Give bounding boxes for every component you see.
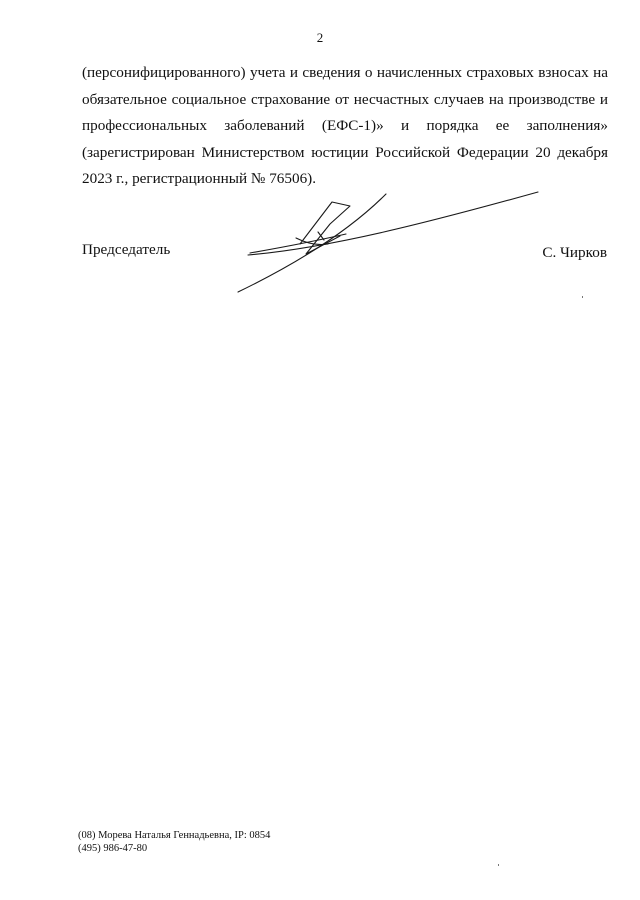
page-number: 2 <box>316 30 324 45</box>
executor-phone: (495) 986-47-80 <box>78 843 148 854</box>
signatory-name: С. Чирков <box>542 244 607 261</box>
body-line-2: обязательное социальное страхование от несчастных случаев на производстве и <box>82 90 608 108</box>
executor-info: (08) Морева Наталья Геннадьевна, IP: 0854 <box>78 830 271 841</box>
executor-footer <box>78 829 270 855</box>
body-line-1: (персонифицированного) учета и сведения о начисленных страховых взносах на <box>82 64 608 81</box>
scan-speck <box>498 864 499 866</box>
scan-speck <box>582 296 583 298</box>
body-line-4: (зарегистрирован Министерством юстиции Российской Федерации 20 декабря <box>82 143 608 161</box>
body-line-3: профессиональных заболеваний (ЕФС-1)» и порядка ее заполнения» <box>82 117 608 134</box>
body-paragraph <box>82 60 608 193</box>
signatory-role: Председатель <box>82 241 171 258</box>
body-line-5: 2023 г., регистрационный № 76506). <box>82 170 317 187</box>
